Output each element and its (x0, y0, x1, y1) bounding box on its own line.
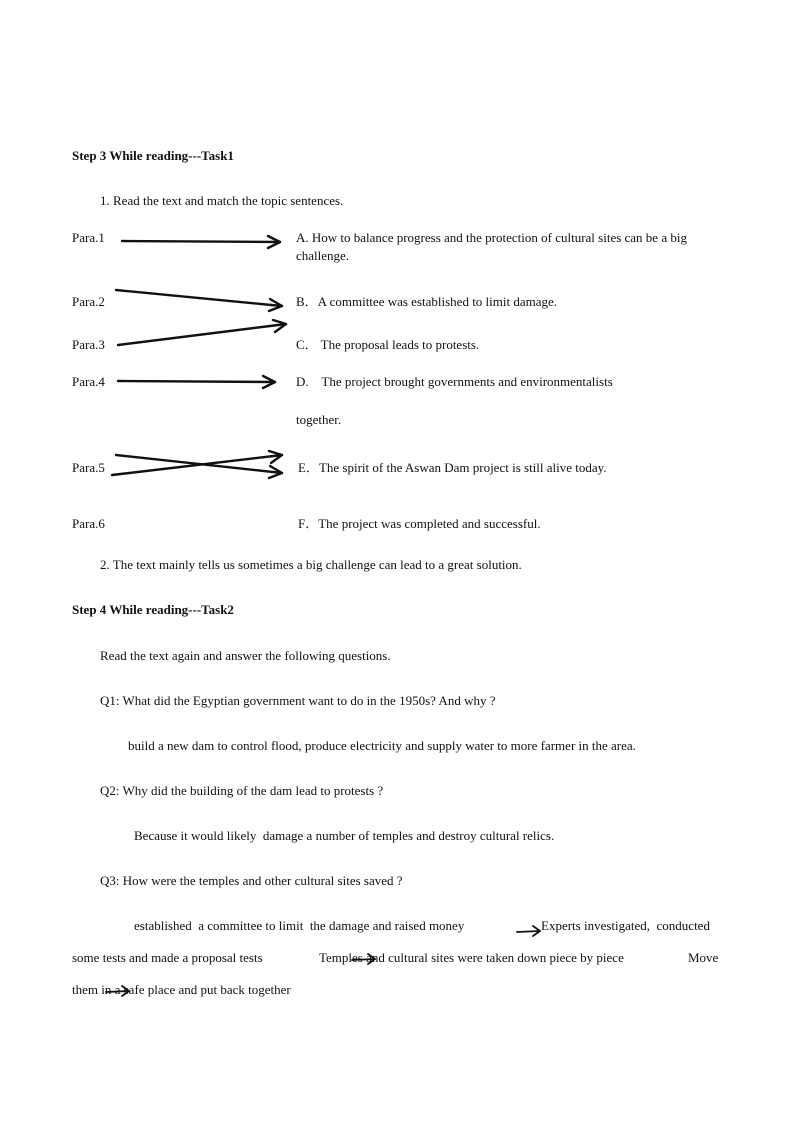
answer-3-part-6: them in a safe place and put back together (72, 982, 291, 997)
step3-heading: Step 3 While reading---Task1 (72, 148, 234, 163)
arrow-para2-to-b (116, 290, 282, 311)
para-1-label: Para.1 (72, 230, 105, 245)
option-e: E．The spirit of the Aswan Dam project is still alive today. (298, 460, 607, 475)
answer-3-part-1: established a committee to limit the damage and raised money (134, 918, 465, 933)
main-idea-statement: 2. The text mainly tells us sometimes a big challenge can lead to a great solution. (100, 557, 522, 572)
step4-instruction: Read the text again and answer the following questions. (100, 648, 391, 663)
option-a: A. How to balance progress and the protection of cultural sites can be a big challenge. (296, 230, 687, 263)
option-b: B．A committee was established to limit damage. (296, 294, 558, 309)
para-3-label: Para.3 (72, 337, 105, 352)
para-5-label: Para.5 (72, 460, 105, 475)
arrow-para1-to-a (122, 236, 280, 248)
answer-3-part-2: Experts investigated, conducted (541, 918, 710, 933)
para-6-label: Para.6 (72, 516, 105, 531)
option-d-continued: together. (296, 412, 342, 427)
arrow-para4-to-d (118, 376, 275, 388)
para-2-label: Para.2 (72, 294, 105, 309)
answer-3-part-4: Temples and cultural sites were taken down piece by piece (319, 950, 624, 965)
answer-3-part-5: Move (688, 950, 719, 965)
step4-heading: Step 4 While reading---Task2 (72, 602, 234, 617)
question-2: Q2: Why did the building of the dam lead to protests ? (100, 783, 384, 798)
option-f: F．The project was completed and successful. (298, 516, 541, 531)
arrow-para5-cross-upper (116, 455, 282, 478)
answer-2: Because it would likely damage a number of temples and destroy cultural relics. (134, 828, 555, 843)
answer-1: build a new dam to control flood, produce electricity and supply water to more farmer in the area. (128, 738, 636, 753)
arrow-para5-cross-lower (112, 451, 282, 475)
question-3: Q3: How were the temples and other cultural sites saved ? (100, 873, 403, 888)
option-d: D. The project brought governments and environmentalists (296, 374, 613, 389)
question-1: Q1: What did the Egyptian government want to do in the 1950s? And why ? (100, 693, 496, 708)
para-4-label: Para.4 (72, 374, 105, 389)
step3-instruction: 1. Read the text and match the topic sentences. (100, 193, 344, 208)
arrow-para3-to-c (118, 320, 286, 345)
option-c: C． The proposal leads to protests. (296, 337, 480, 352)
answer-3-part-3: some tests and made a proposal tests (72, 950, 263, 965)
arrow-step-1 (517, 926, 540, 936)
